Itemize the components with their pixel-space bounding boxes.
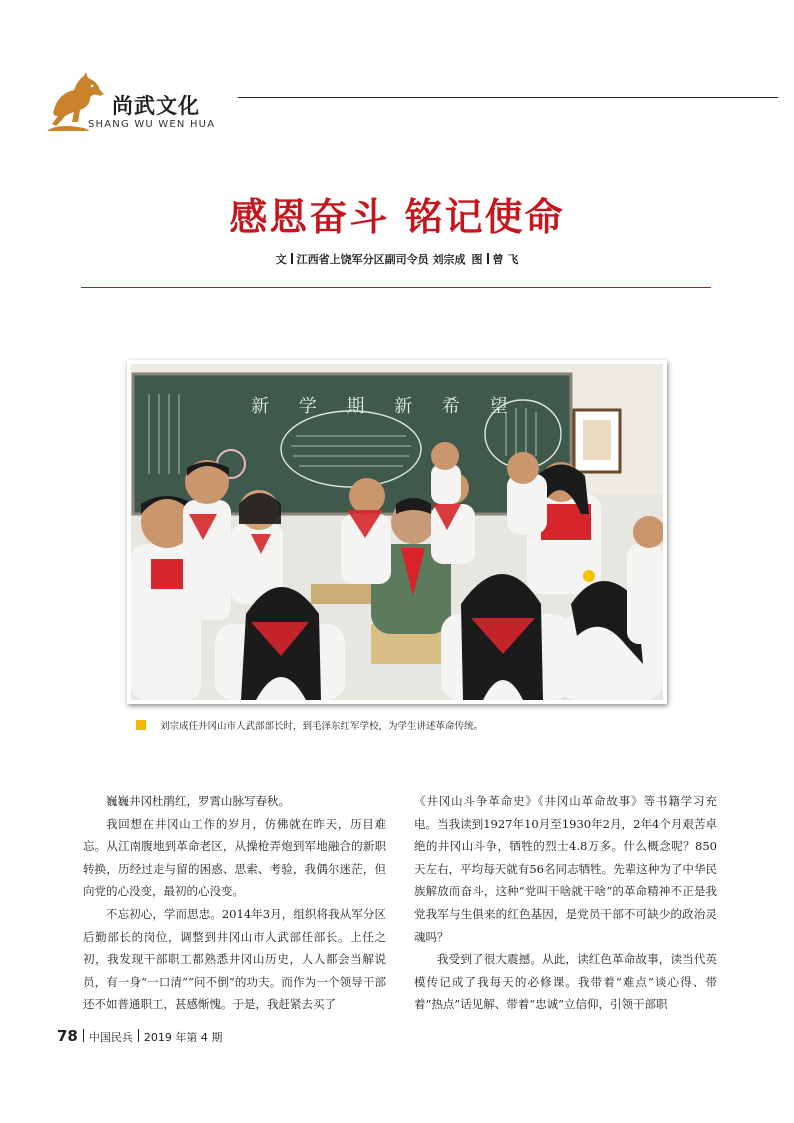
journal-name: 中国民兵: [88, 1031, 133, 1044]
section-subtitle: SHANG WU WEN HUA: [88, 119, 216, 130]
issue-label: 2019 年第 4 期: [143, 1031, 223, 1044]
caption-marker: [136, 720, 146, 730]
photo-caption: 刘宗成任井冈山市人武部部长时，到毛泽东红军学校，为学生讲述革命传统。: [160, 721, 484, 732]
section-title: 尚武文化: [112, 94, 200, 118]
byline-text-label: 文: [275, 253, 287, 266]
byline-divider: [487, 253, 489, 264]
byline: [0, 251, 794, 267]
header-rule: [238, 97, 778, 98]
byline-divider: [291, 253, 293, 264]
article-title: 感恩奋斗 铭记使命: [229, 195, 565, 239]
byline-photographer: 曾 飞: [492, 253, 519, 266]
paragraph: 巍巍井冈杜鹃红，罗霄山脉写春秋。: [106, 794, 290, 808]
blackboard-heading: 新 学 期 新 希 望: [251, 396, 520, 417]
footer-divider: [83, 1029, 84, 1042]
title-rule: [81, 287, 711, 288]
paragraph: 《井冈山斗争革命史》《井冈山革命故事》等书籍学习充电。当我读到1927年10月至1930年2月，2年4个月艰苦卓绝的井冈山斗争，牺牲的烈士4.8万多。什么概念呢？850天左右，平均每天就有56名同志牺牲。先辈这种为了中华民族解放而奋斗，这种“党叫干啥就干啥”的革命精神不正是我党我军与生俱来的红色基因，是党员干部不可缺少的政治灵魂吗？: [414, 794, 717, 944]
footer-divider: [138, 1029, 139, 1042]
page-footer: [57, 1026, 222, 1045]
byline-author: 江西省上饶军分区副司令员 刘宗成: [296, 253, 466, 266]
paragraph: 我受到了很大震撼。从此，读红色革命故事，读当代英模传记成了我每天的必修课。我带着“难点”谈心得、带着“热点”话见解、带着“忠诚”立信仰，引领干部职: [414, 952, 717, 1012]
body-column-left: [83, 790, 386, 1016]
article-photo: [127, 360, 667, 704]
byline-photo-label: 图: [471, 253, 483, 266]
page-number: 78: [57, 1027, 78, 1045]
paragraph: 我回想在井冈山工作的岁月，仿佛就在昨天，历目难忘。从江南腹地到革命老区，从操枪弄炮到军地融合的新职转换，历经过走与留的困惑、思索、考验，我偶尔迷茫，但向党的心没变，最初的心没变。: [83, 816, 386, 899]
classroom-photo: [131, 364, 663, 700]
section-header: [46, 70, 786, 136]
paragraph: 不忘初心，学而思忠。2014年3月，组织将我从军分区后勤部长的岗位，调整到井冈山市人武部任部长。上任之初，我发现干部职工都熟悉井冈山历史，人人都会当解说员，有一身“一口清”“问不倒”的功夫。而作为一个领导干部还不如普通职工，甚感惭愧。于是，我赶紧去买了: [83, 906, 386, 1012]
body-column-right: [414, 790, 717, 1016]
